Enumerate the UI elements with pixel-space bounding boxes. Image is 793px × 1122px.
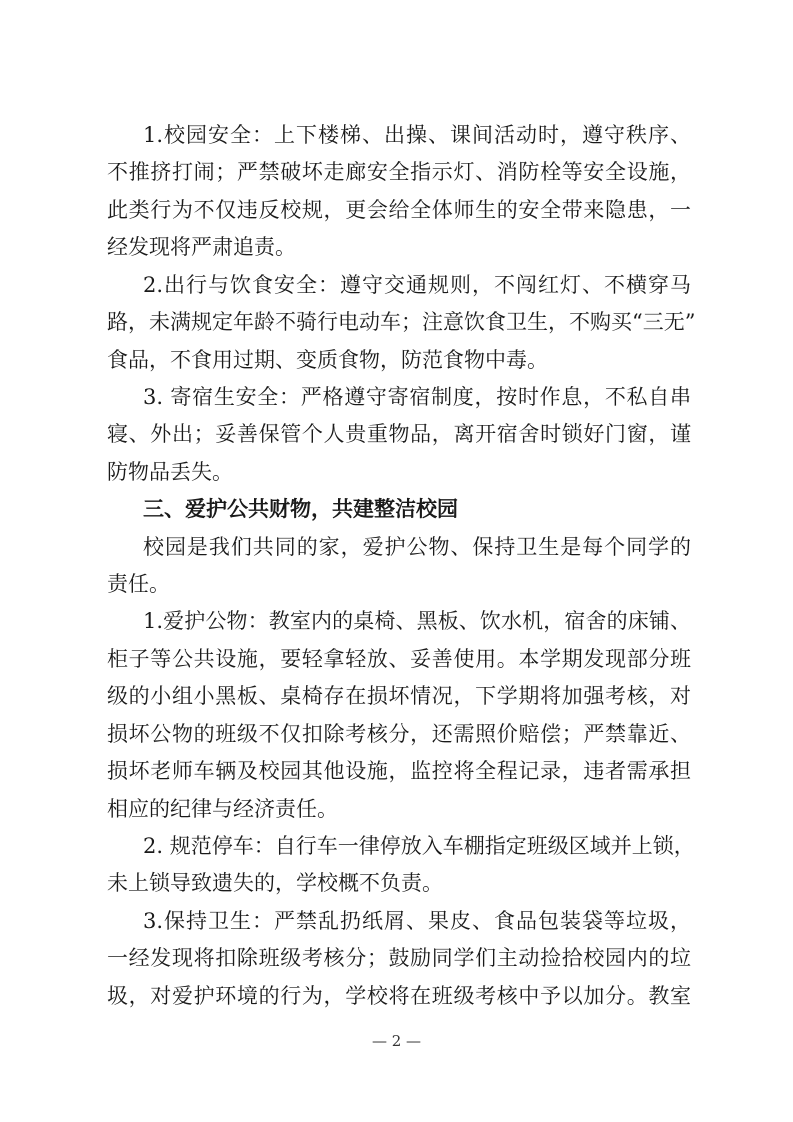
text-line: 3.保持卫生：严禁乱扔纸屑、果皮、食品包装袋等垃圾， bbox=[143, 908, 691, 933]
paragraph bbox=[107, 529, 691, 604]
page-number: — 2 — bbox=[371, 1032, 422, 1050]
text-line: 损坏公物的班级不仅扣除考核分，还需照价赔偿；严禁靠近、 bbox=[107, 721, 691, 746]
text-line: 柜子等公共设施，要轻拿轻放、妥善使用。本学期发现部分班 bbox=[107, 646, 691, 671]
text-line: 路，未满规定年龄不骑行电动车；注意饮食卫生，不购买“三无” bbox=[107, 310, 696, 335]
text-line: 责任。 bbox=[107, 572, 170, 597]
text-line: 校园是我们共同的家，爱护公物、保持卫生是每个同学的 bbox=[143, 534, 691, 559]
text-line: 级的小组小黑板、桌椅存在损坏情况，下学期将加强考核，对 bbox=[107, 684, 691, 709]
text-line: 损坏老师车辆及校园其他设施，监控将全程记录，违者需承担 bbox=[107, 759, 691, 784]
text-line: 1.校园安全：上下楼梯、出操、课间活动时，遵守秩序、 bbox=[143, 123, 691, 147]
text-line: 3. 寄宿生安全：严格遵守寄宿制度，按时作息，不私自串 bbox=[143, 384, 691, 409]
text-line: 三、爱护公共财物，共建整洁校园 bbox=[143, 497, 458, 522]
text-line: 经发现将严肃追责。 bbox=[107, 235, 296, 260]
document-body bbox=[107, 117, 696, 1015]
section-heading bbox=[107, 491, 691, 528]
text-line: 一经发现将扣除班级考核分；鼓励同学们主动捡拾校园内的垃 bbox=[107, 946, 691, 971]
text-line: 相应的纪律与经济责任。 bbox=[107, 796, 338, 821]
text-line: 圾，对爱护环境的行为，学校将在班级考核中予以加分。教室 bbox=[107, 983, 691, 1008]
text-line: 未上锁导致遗失的，学校概不负责。 bbox=[107, 871, 443, 896]
paragraph bbox=[107, 903, 691, 1015]
paragraph bbox=[107, 603, 691, 828]
paragraph bbox=[107, 828, 695, 903]
text-line: 2.出行与饮食安全：遵守交通规则，不闯红灯、不横穿马 bbox=[143, 272, 691, 297]
text-line: 1.爱护公物：教室内的桌椅、黑板、饮水机，宿舍的床铺、 bbox=[143, 609, 691, 634]
text-line: 此类行为不仅违反校规，更会给全体师生的安全带来隐患，一 bbox=[107, 197, 691, 222]
paragraph bbox=[107, 267, 696, 379]
paragraph bbox=[107, 117, 691, 267]
text-line: 寝、外出；妥善保管个人贵重物品，离开宿舍时锁好门窗，谨 bbox=[107, 422, 691, 447]
text-line: 防物品丢失。 bbox=[107, 459, 233, 484]
paragraph bbox=[107, 379, 691, 491]
text-line: 2. 规范停车：自行车一律停放入车棚指定班级区域并上锁， bbox=[143, 834, 695, 859]
text-line: 不推挤打闹；严禁破坏走廊安全指示灯、消防栓等安全设施， bbox=[107, 160, 691, 185]
text-line: 食品，不食用过期、变质食物，防范食物中毒。 bbox=[107, 347, 548, 372]
